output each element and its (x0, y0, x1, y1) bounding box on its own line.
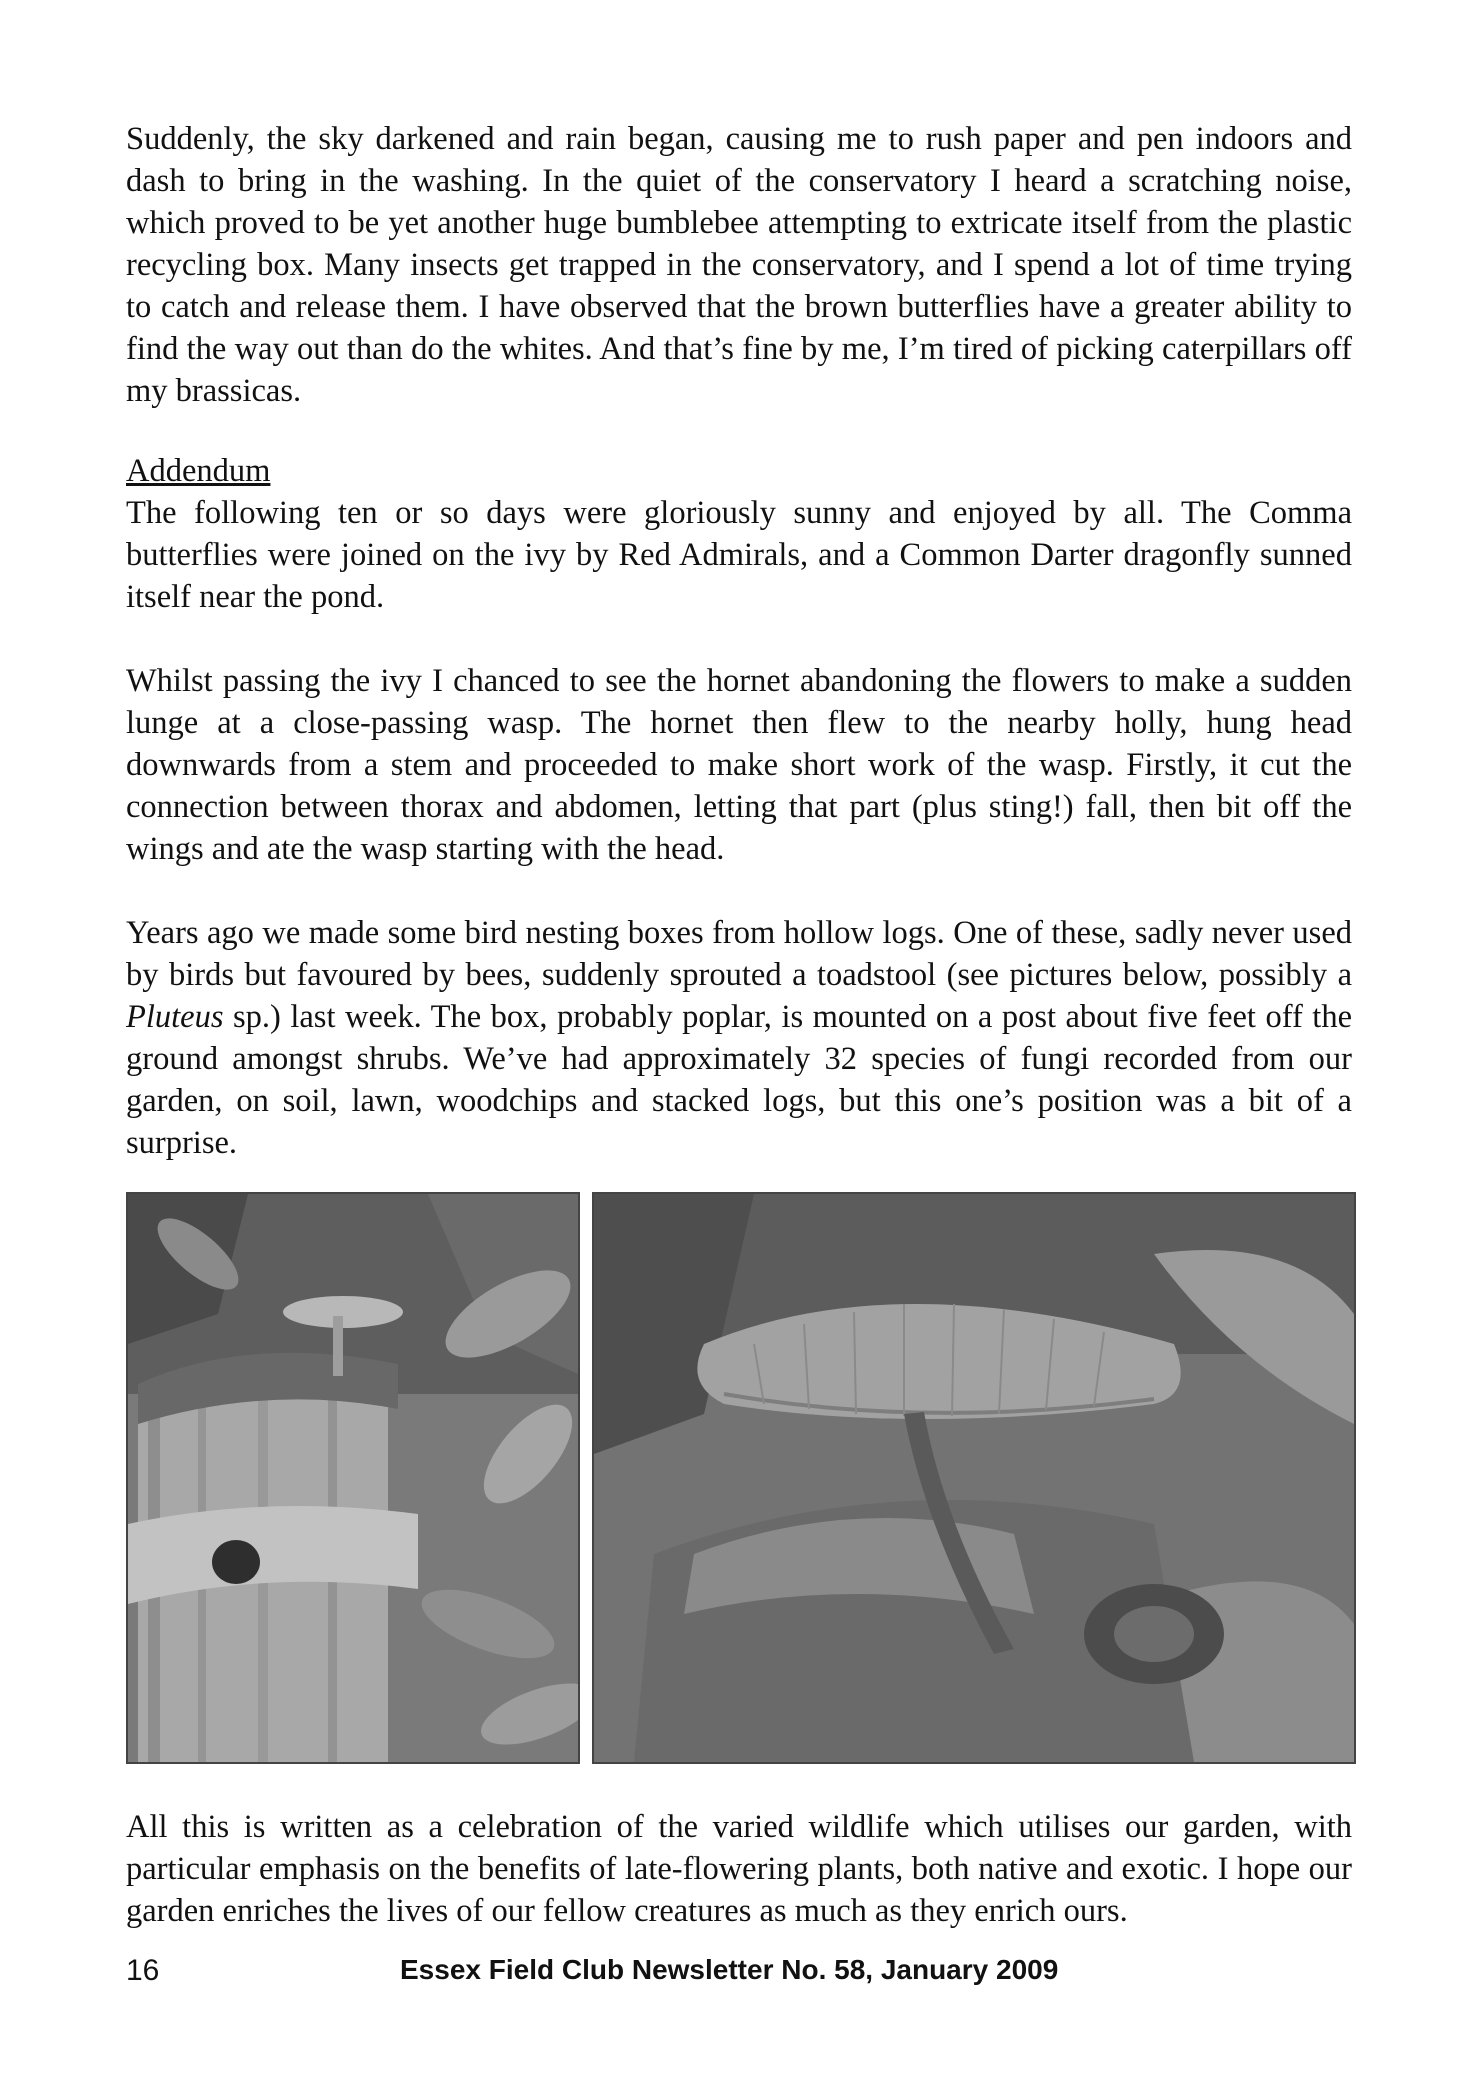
species-name-italic: Pluteus (126, 999, 224, 1035)
paragraph-nesting-box-part1: Years ago we made some bird nesting boxes from hollow logs. One of these, sadly never used by birds but favoured by bees, suddenly sprouted a toadstool (see pictures below, possibly a (126, 915, 1352, 993)
paragraph-hornet: Whilst passing the ivy I chanced to see the hornet abandoning the flowers to make a sudden lunge at a close-passing wasp. The hornet then flew to the nearby holly, hung head downwards from a stem and proceeded to make short work of the wasp. Firstly, it cut the connection between thorax and abdomen, letting that part (plus sting!) fall, then bit off the wings and ate the wasp starting with the head. (126, 663, 1352, 867)
page-number: 16 (126, 1954, 160, 1987)
paragraph-celebration: All this is written as a celebration of the varied wildlife which utilises our garden, with particular emphasis on the benefits of late-flowering plants, both native and exotic. I hope our garden enriches the lives of our fellow creatures as much as they enrich ours. (126, 1809, 1352, 1929)
toadstool-image (594, 1194, 1354, 1762)
footer-publication-title: Essex Field Club Newsletter No. 58, January 2009 (400, 1954, 1059, 1985)
paragraph-nesting-box (126, 912, 1352, 1164)
paragraph-conservatory: Suddenly, the sky darkened and rain began, causing me to rush paper and pen indoors and dash to bring in the washing. In the quiet of the conservatory I heard a scratching noise, which proved to be yet another huge bumblebee attempting to extricate itself from the plastic recycling box. Many insects get trapped in the conservatory, and I spend a lot of time trying to catch and release them. I have observed that the brown butterflies have a greater ability to find the way out than do the whites. And that’s fine by me, I’m tired of picking caterpillars off my brassicas. (126, 121, 1352, 409)
nesting-box-image (128, 1194, 578, 1762)
photo-toadstool-closeup (592, 1192, 1356, 1764)
paragraph-nesting-box-part2: sp.) last week. The box, probably poplar, is mounted on a post about five feet off the ground amongst shrubs. We’ve had approximately 32 species of fungi recorded from our garden, on soil, lawn, woodchips and stacked logs, but this one’s position was a bit of a surprise. (126, 999, 1352, 1161)
photo-nesting-box (126, 1192, 580, 1764)
paragraph-addendum: The following ten or so days were gloriously sunny and enjoyed by all. The Comma butterflies were joined on the ivy by Red Admirals, and a Common Darter dragonfly sunned itself near the pond. (126, 495, 1352, 615)
addendum-heading: Addendum (126, 453, 271, 489)
